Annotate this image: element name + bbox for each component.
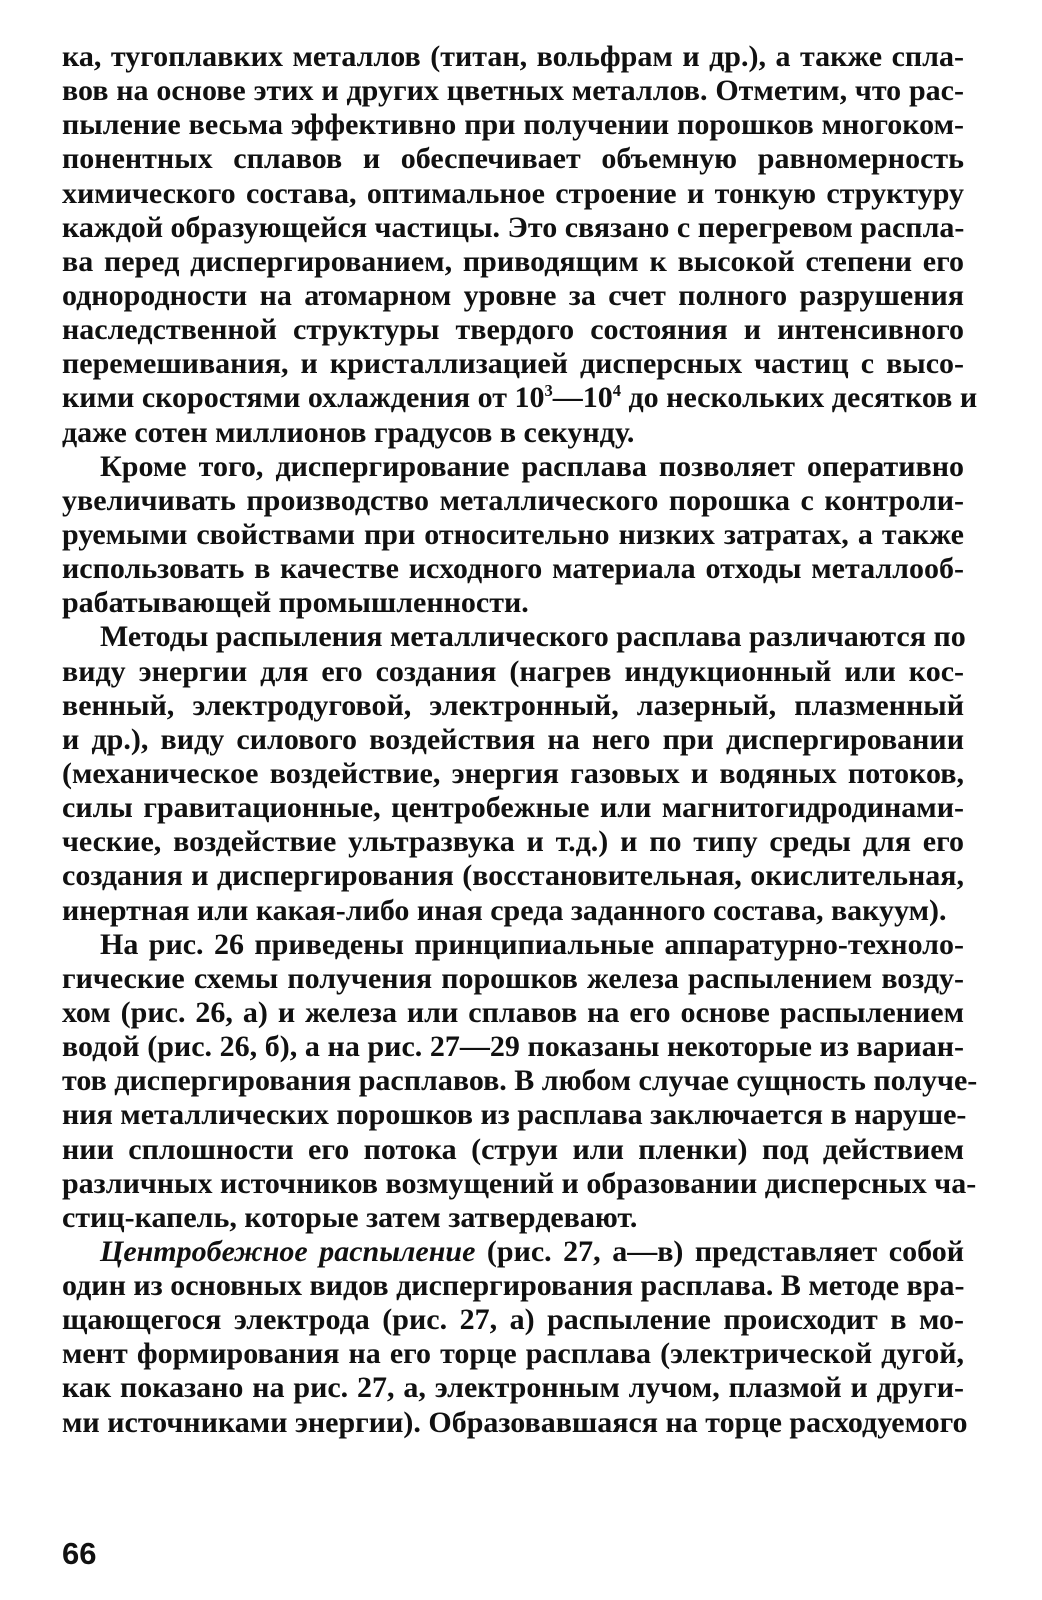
paragraph-1 — [62, 40, 978, 450]
superscript-exponent: 3 — [544, 381, 553, 401]
text-line: стиц-капель, которые затем затвердевают. — [62, 1200, 638, 1234]
text-line: мент формирования на его торце расплава (электрической дугой, — [62, 1337, 964, 1371]
text-line: гические схемы получения порошков железа распылением возду- — [62, 961, 964, 995]
text-line: однородности на атомарном уровне за счет полного разрушения — [62, 278, 964, 312]
text-line: виду энергии для его создания (нагрев индукционный или кос- — [62, 654, 964, 688]
paragraph-5 — [62, 1234, 968, 1440]
text-line: один из основных видов диспергирования расплава. В методе вра- — [62, 1269, 965, 1303]
paragraph-2 — [62, 450, 964, 621]
text-line: перемешивания, и кристаллизацией дисперсных частиц с высо- — [62, 347, 964, 381]
text-line: руемыми свойствами при относительно низких затратах, а также — [62, 517, 964, 551]
text-line: различных источников возмущений и образовании дисперсных ча- — [62, 1166, 977, 1200]
text-line: ния металлических порошков из расплава заключается в наруше- — [62, 1098, 967, 1132]
text-line: (механическое воздействие, энергия газовых и водяных потоков, — [62, 756, 964, 790]
text-line: увеличивать производство металлического порошка с контроли- — [62, 483, 964, 517]
paragraph-3 — [62, 620, 964, 927]
text-line: ческие, воздействие ультразвука и т.д.) и по типу среды для его — [62, 825, 964, 859]
text-line: даже сотен миллионов градусов в секунду. — [62, 415, 635, 449]
text-line: химического состава, оптимальное строение и тонкую структуру — [62, 176, 964, 210]
text-line: венный, электродуговой, электронный, лазерный, плазменный — [62, 688, 964, 722]
text-fragment: (рис. 27, а—в) представляет собой — [475, 1234, 964, 1268]
text-line: водой (рис. 26, б), а на рис. 27—29 показаны некоторые из вариан- — [62, 1030, 964, 1064]
text-line: Кроме того, диспергирование расплава позволяет оперативно — [100, 449, 964, 483]
text-line: рабатывающей промышленности. — [62, 586, 529, 620]
text-line: инертная или какая-либо иная среда заданного состава, вакуум). — [62, 893, 947, 927]
text-line: тов диспергирования расплавов. В любом случае сущность получе- — [62, 1064, 978, 1098]
text-line: хом (рис. 26, а) и железа или сплавов на его основе распылением — [62, 995, 964, 1029]
page-number: 66 — [62, 1536, 97, 1571]
text-line: каждой образующейся частицы. Это связано с перегревом распла- — [62, 210, 965, 244]
text-line: понентных сплавов и обеспечивает объемную равномерность — [62, 142, 964, 176]
text-line-lead — [62, 1235, 964, 1269]
text-line: нии сплошности его потока (струи или пленки) под действием — [62, 1132, 964, 1166]
text-line: кими скоростями охлаждения от $10^3—10^4$ до нескольких десятков и — [62, 381, 978, 415]
text-line: вов на основе этих и других цветных металлов. Отметим, что рас- — [62, 74, 964, 108]
text-line: силы гравитационные, центробежные или магнитогидродинами- — [62, 791, 964, 825]
text-line: ка, тугоплавких металлов (титан, вольфрам и др.), а также спла- — [62, 40, 964, 73]
text-line: На рис. 26 приведены принципиальные аппаратурно-техноло- — [100, 927, 964, 961]
text-line: ми источниками энергии). Образовавшаяся на торце расходуемого — [62, 1405, 968, 1439]
text-line: пыление весьма эффективно при получении порошков многоком- — [62, 108, 964, 142]
italic-term: Центробежное распыление — [100, 1234, 476, 1268]
superscript-exponent: 4 — [612, 381, 621, 401]
text-line: создания и диспергирования (восстановительная, окислительная, — [62, 859, 964, 893]
text-line: Методы распыления металлического расплава различаются по — [100, 620, 966, 654]
text-line: ва перед диспергированием, приводящим к высокой степени его — [62, 244, 964, 278]
text-line: щающегося электрода (рис. 27, а) распыление происходит в мо- — [62, 1303, 964, 1337]
text-line: и др.), виду силового воздействия на него при диспергировании — [62, 722, 964, 756]
text-line: как показано на рис. 27, а, электронным лучом, плазмой и други- — [62, 1371, 964, 1405]
paragraph-4 — [62, 927, 978, 1235]
text-line: наследственной структуры твердого состояния и интенсивного — [62, 313, 964, 347]
page-body — [62, 40, 978, 1440]
text-line: использовать в качестве исходного материала отходы металлооб- — [62, 552, 964, 586]
